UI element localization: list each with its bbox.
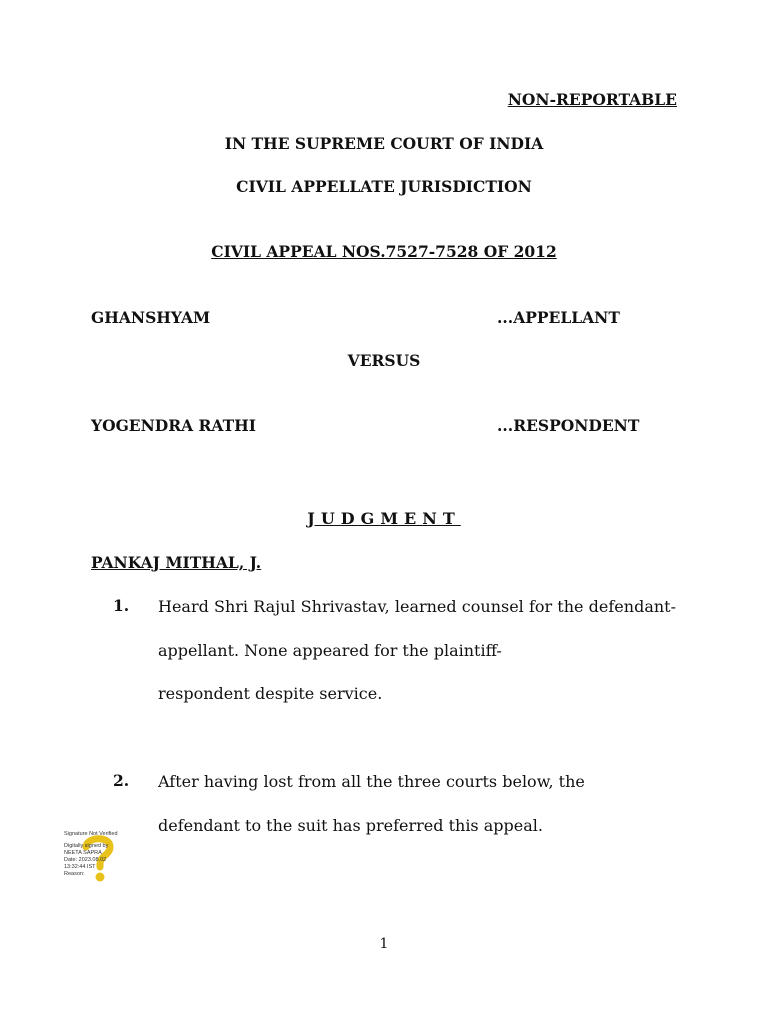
signature-line: Date: 2023.08.02 (64, 857, 107, 863)
judge-name: PANKAJ MITHAL, J. (91, 553, 262, 572)
court-title: IN THE SUPREME COURT OF INDIA (224, 134, 544, 153)
signature-text-block (64, 831, 154, 878)
paragraph-text-last-line: defendant to the suit has preferred this appeal. (158, 815, 543, 835)
signature-line: Signature Not Verified (64, 831, 118, 837)
appeal-number: CIVIL APPEAL NOS.7527-7528 OF 2012 (211, 242, 557, 261)
page-number: 1 (379, 936, 389, 952)
paragraph-text-last-line: respondent despite service. (158, 684, 383, 703)
signature-line: 13:32:44 IST (64, 864, 96, 870)
paragraph-text-main: Heard Shri Rajul Shrivastav, learned counsel for the defendant-appellant. None appeared for the plaintiff- (158, 597, 676, 660)
appellant-name: GHANSHYAM (91, 308, 211, 327)
paragraph-text (158, 760, 676, 847)
respondent-role: ...RESPONDENT (497, 416, 640, 435)
respondent-name: YOGENDRA RATHI (91, 416, 257, 435)
signature-line: Reason: (64, 871, 85, 877)
signature-line: Digitally signed by (64, 843, 109, 849)
digital-signature-stamp (64, 831, 154, 883)
paragraph-text (158, 585, 676, 716)
appellant-role: ...APPELLANT (497, 308, 620, 327)
judgment-heading: JUDGMENT (307, 509, 461, 528)
versus-label: VERSUS (347, 351, 421, 370)
paragraph-number: 1. (113, 596, 130, 615)
jurisdiction-title: CIVIL APPELLATE JURISDICTION (236, 177, 532, 196)
paragraph-text-main: After having lost from all the three courts below, the (158, 772, 585, 791)
paragraph-number: 2. (113, 771, 130, 790)
signature-line: NEETA SAPRA (64, 850, 102, 856)
reportable-status: NON-REPORTABLE (507, 90, 677, 109)
